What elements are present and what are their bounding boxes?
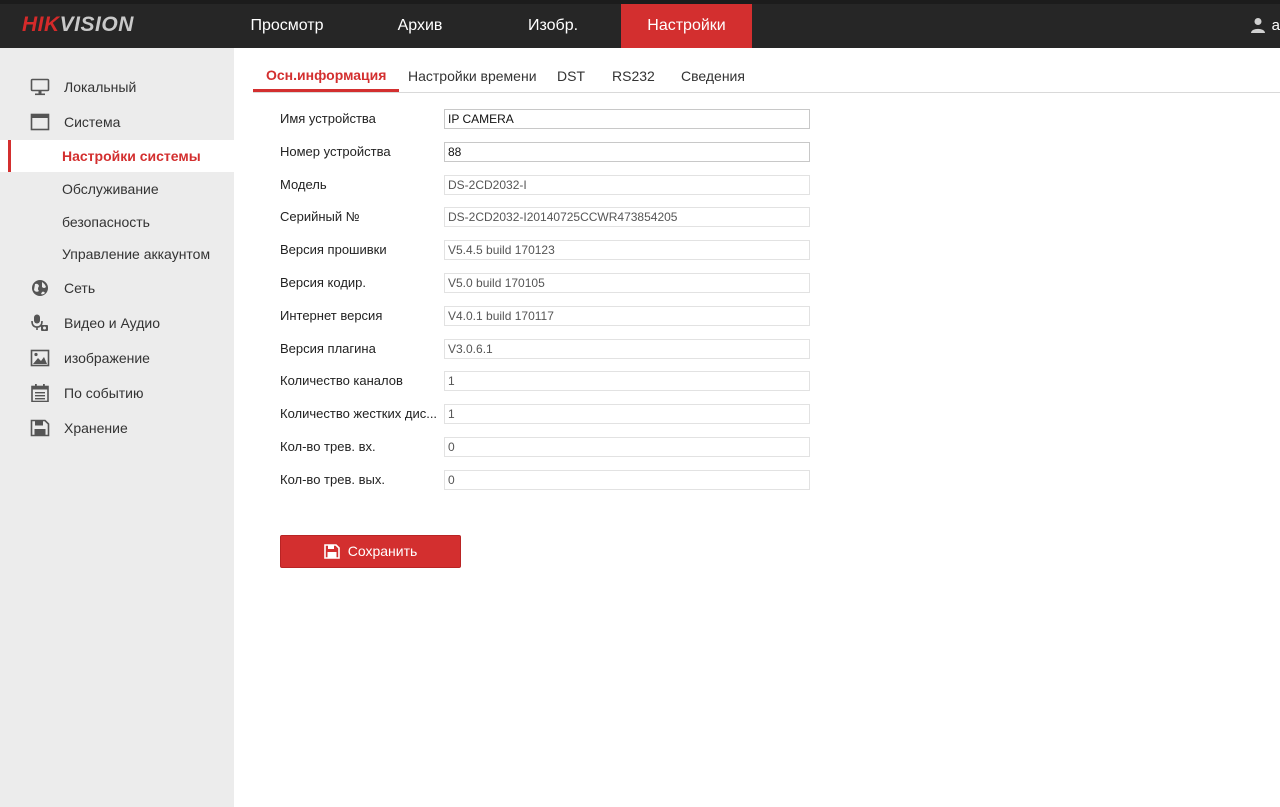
sidebar-subitem-maintenance[interactable] — [0, 173, 234, 205]
row-device-name — [280, 109, 810, 131]
sidebar-item-image[interactable] — [0, 342, 234, 374]
serial-field — [444, 207, 810, 227]
alarm-out-field — [444, 470, 810, 490]
user-name: a — [1271, 17, 1280, 34]
save-icon — [324, 544, 340, 559]
sidebar-label-maintenance: Обслуживание — [62, 181, 159, 197]
sidebar-item-video-audio[interactable] — [0, 307, 234, 339]
save-button[interactable] — [280, 535, 461, 568]
floppy-disk-icon — [30, 419, 50, 437]
label-alarm-in: Кол-во трев. вх. — [280, 439, 376, 454]
image-icon — [30, 349, 50, 367]
row-alarm-out — [280, 470, 810, 492]
firmware-field — [444, 240, 810, 260]
nav-picture[interactable]: Изобр. — [527, 17, 579, 34]
sidebar-label-system: Система — [64, 114, 121, 130]
tab-basic-info[interactable]: Осн.информация — [253, 58, 399, 92]
sidebar-label-account-management: Управление аккаунтом — [62, 246, 211, 262]
hikvision-logo — [22, 13, 134, 37]
device-name-input[interactable] — [444, 109, 810, 129]
sidebar-label-image: изображение — [64, 350, 150, 366]
top-bar — [0, 0, 1280, 48]
nav-playback[interactable]: Архив — [397, 17, 443, 34]
row-plugin — [280, 339, 810, 361]
sidebar-label-security: безопасность — [62, 214, 150, 230]
label-firmware: Версия прошивки — [280, 242, 387, 257]
device-number-input[interactable] — [444, 142, 810, 162]
encoding-field — [444, 273, 810, 293]
save-button-label: Сохранить — [347, 543, 418, 559]
sidebar-subitem-account-management[interactable] — [0, 238, 234, 270]
web-version-field — [444, 306, 810, 326]
label-model: Модель — [280, 177, 327, 192]
microphone-camera-icon — [30, 314, 50, 332]
calendar-icon — [30, 384, 50, 402]
row-encoding — [280, 273, 810, 295]
row-channels — [280, 371, 810, 393]
sidebar-item-system[interactable] — [0, 106, 234, 138]
user-icon — [1250, 17, 1266, 33]
nav-live-view[interactable]: Просмотр — [250, 17, 324, 34]
tab-time-settings[interactable]: Настройки времени — [408, 68, 537, 84]
sidebar-item-storage[interactable] — [0, 412, 234, 444]
tab-about[interactable]: Сведения — [681, 68, 745, 84]
label-plugin: Версия плагина — [280, 341, 376, 356]
sidebar-label-event: По событию — [64, 385, 144, 401]
alarm-in-field — [444, 437, 810, 457]
hdd-field — [444, 404, 810, 424]
sidebar-label-storage: Хранение — [64, 420, 128, 436]
label-encoding: Версия кодир. — [280, 275, 367, 290]
monitor-icon — [30, 78, 50, 96]
plugin-field — [444, 339, 810, 359]
row-serial — [280, 207, 810, 229]
logo-text-hik: HIK — [22, 13, 60, 36]
sidebar-label-video-audio: Видео и Аудио — [64, 315, 160, 331]
row-hdd — [280, 404, 810, 426]
row-device-number — [280, 142, 810, 164]
row-firmware — [280, 240, 810, 262]
globe-icon — [30, 279, 50, 297]
sidebar-subitem-security[interactable] — [0, 206, 234, 238]
row-model — [280, 175, 810, 197]
label-hdd: Количество жестких дис... — [280, 406, 438, 421]
label-device-number: Номер устройства — [280, 144, 391, 159]
sidebar-item-network[interactable] — [0, 272, 234, 304]
channels-field — [444, 371, 810, 391]
sidebar-label-network: Сеть — [64, 280, 96, 296]
sidebar — [0, 48, 234, 807]
tab-dst[interactable]: DST — [557, 68, 585, 84]
label-channels: Количество каналов — [280, 373, 403, 388]
tab-bar — [253, 58, 1280, 93]
sidebar-item-local[interactable] — [0, 71, 234, 103]
user-menu[interactable] — [1244, 4, 1280, 48]
row-alarm-in — [280, 437, 810, 459]
window-icon — [30, 113, 50, 131]
label-alarm-out: Кол-во трев. вых. — [280, 472, 385, 487]
tab-rs232[interactable]: RS232 — [612, 68, 655, 84]
sidebar-label-local: Локальный — [64, 79, 137, 95]
sidebar-subitem-system-settings[interactable] — [0, 140, 234, 172]
nav-configuration[interactable]: Настройки — [621, 4, 752, 48]
label-web-version: Интернет версия — [280, 308, 383, 323]
sidebar-item-event[interactable] — [0, 377, 234, 409]
logo-text-vision: VISION — [59, 13, 134, 36]
label-device-name: Имя устройства — [280, 111, 376, 126]
sidebar-label-system-settings: Настройки системы — [62, 148, 201, 164]
label-serial: Серийный № — [280, 209, 360, 224]
row-web-version — [280, 306, 810, 328]
model-field — [444, 175, 810, 195]
